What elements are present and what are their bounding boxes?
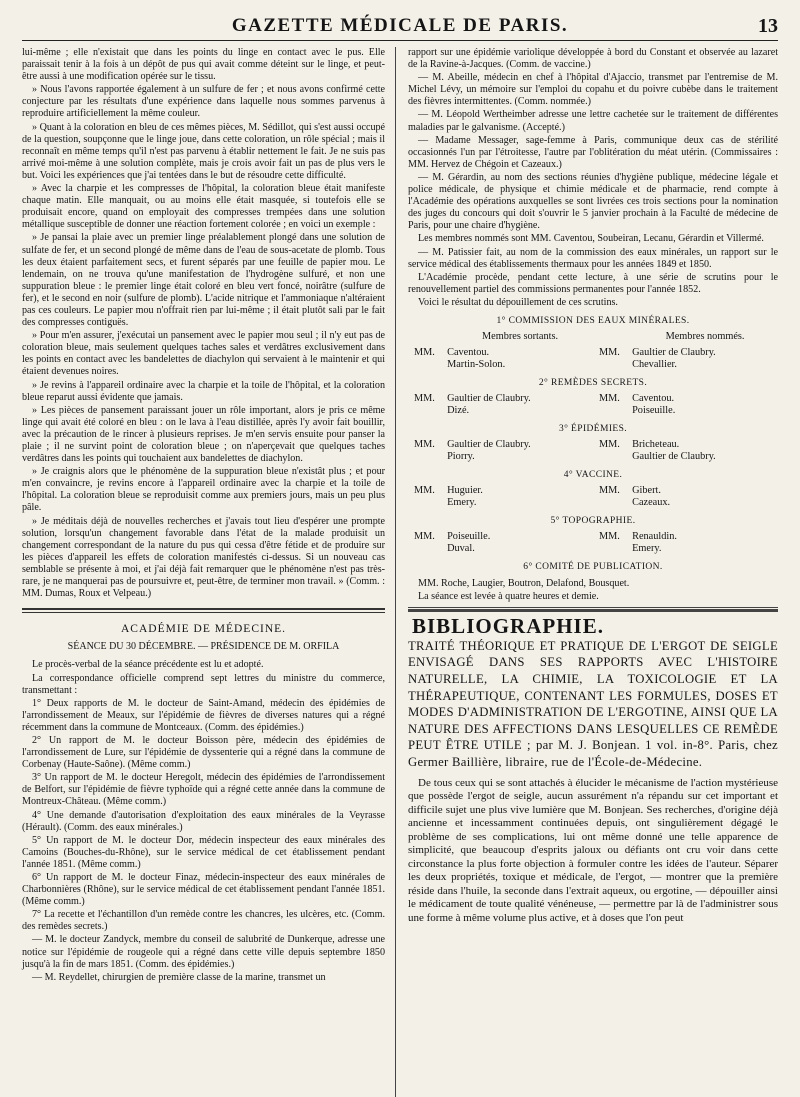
commission-members: [408, 531, 778, 555]
bibliography-text: De tous ceux qui se sont attachés à élucider le mécanisme de l'action mystérieuse que possède l'ergot de seigle, aucun assurément n'a répandu sur cet important et difficile sujet une plus vive lumière que M. Bonjean. Ses recherches, d'origine déjà ancienne et incessamment continuées depuis, ont singulièrement dégagé le problème de ses complications, lui ont même donné une telle apparence de simplicité, que beaucoup d'esprits jaloux ou défiants ont cru voir dans cette circonstance la plus forte objection à formuler contre les idées de l'auteur. Séparer les deux propriétés, toxique et médicale, de l'ergot, — montrer que la première réside dans l'huile, la seconde dans l'extrait aqueux, ou ergotine, — dépouiller ainsi le médicament de toute qualité vénéneuse, — permettre par là de l'administrer sous une forme à même volume plus active, et à doses que l'on peut: [408, 776, 778, 924]
bibliography-entry: TRAITÉ THÉORIQUE ET PRATIQUE DE L'ERGOT DE SEIGLE ENVISAGÉ DANS SES RAPPORTS AVEC L'HISTOIRE NATURELLE, LA CHIMIE, LA TOXICOLOGIE ET LA THÉRAPEUTIQUE, CONTENANT LES FORMULES, DOSES ET MODES D'ADMINISTRATION DE L'ERGOTINE, AINSI QUE LA NATURE DES AFFECTIONS DANS LESQUELLES CE REMÈDE PEUT ÊTRE UTILE ; par M. J. Bonjean. 1 vol. in-8°. Paris, chez Germer Baillière, libraire, rue de l'École-de-Médecine.: [408, 638, 778, 769]
section-divider: [408, 607, 778, 612]
member-name: Caventou.: [447, 347, 490, 359]
mm-label: MM.: [414, 393, 435, 405]
paragraph: » Nous l'avons rapportée également à un sulfure de fer ; et nous avons confirmé cette conjecture par les résultats d'une expérience dans laquelle nous sommes parvenus à reproduire artificiellement la même couleur.: [22, 84, 386, 120]
member-name: Dizé.: [447, 405, 470, 417]
mm-label: MM.: [599, 393, 620, 405]
paragraph: — M. Gérardin, au nom des sections réunies d'hygiène publique, médecine légale et police médicale, de physique et chimie médicale et de pharmacie, rend compte à l'Académie des opérations auxquelles se sont livrées ces trois sections pour la nomination des juges du concours qui doit s'ouvrir le 5 janvier prochain à la Faculté de médecine de Paris, pour une chaire d'hygiène.: [408, 171, 778, 232]
right-column: [400, 47, 778, 1097]
closing-line: La séance est levée à quatre heures et demie.: [418, 590, 599, 602]
paragraph: L'Académie procède, pendant cette lecture, à une série de scrutins pour le renouvellement partiel des commissions permanentes pour l'année 1852.: [408, 271, 778, 295]
member-name: Gaultier de Claubry.: [632, 347, 716, 359]
section-divider: [22, 608, 385, 613]
paragraph: 2° Un rapport de M. le docteur Boisson père, médecin des épidémies de l'arrondissement de Lure, sur l'épidémie de dyssenterie qui a régné dans la commune de Corbenay (Haute-Saône). (Même comm.): [22, 734, 386, 771]
commission-members: [408, 439, 778, 463]
paragraph: 1° Deux rapports de M. le docteur de Saint-Amand, médecin des épidémies de l'arrondissement de Meaux, sur l'épidémie de fièvres de diverses natures qui a régné récemment dans la commune de Montceaux. (Comm. des épidémies.): [22, 697, 386, 733]
member-name: Gaultier de Claubry.: [447, 439, 531, 451]
commission-title: 1° COMMISSION DES EAUX MINÉRALES.: [496, 315, 690, 326]
paragraph: » Pour m'en assurer, j'exécutai un pansement avec le papier mou seul ; il n'y eut pas de coloration bleue, mais seulement quelques taches sales et verdâtres exclusivement dans les points en contact avec les bandelettes de diachylon qui servaient à le maintenir et qui étaient devenues noires.: [22, 330, 386, 378]
seance-heading: SÉANCE DU 30 DÉCEMBRE. — PRÉSIDENCE DE M. ORFILA: [67, 641, 340, 653]
member-name: Caventou.: [632, 393, 675, 405]
commission-members: [408, 347, 778, 371]
paragraph: 3° Un rapport de M. le docteur Heregolt, médecin des épidémies de l'arrondissement de Belfort, sur l'épidémie de fièvre typhoïde qui a régné cette année dans la commune de Montreux-Château. (Même comm.): [22, 772, 386, 808]
paragraph: lui-même ; elle n'existait que dans les points du linge en contact avec le pus. Elle paraissait tenir à la fois à un dépôt de pus qui avait comme déteint sur le linge, et peut-être aussi à une modification opérée sur le tissu.: [22, 47, 386, 83]
paragraph: » Quant à la coloration en bleu de ces mêmes pièces, M. Sédillot, qui s'est aussi occupé de la question, soupçonne que le linge joue, dans cette coloration, un rôle spécial ; mais il reconnaît en même temps qu'il n'est pas parvenu à établir nettement le fait. Je ne suis pas arrivé moi-même à une solution complète, mais je crois avoir fait un pas de plus vers le but. Voici les expériences que j'ai tentées dans le but de résoudre cette difficulté.: [22, 121, 386, 181]
paragraph: » Je méditais déjà de nouvelles recherches et j'avais tout lieu d'espérer une prompte solution, lorsqu'un changement favorable dans l'état de la malade produisit un changement correspondant de la nature du pus qui cessa d'être fétide et de produire sur les pièces d'appareil les effets de coloration manifestés ci-dessus. Si un nouveau cas semblable se présente à moi, et j'ai déjà fait remarquer que le phénomène n'est pas très-rare, je ne manquerai pas de poursuivre et, peut-être, de terminer mon travail. » (Comm. : MM. Dumas, Roux et Velpeau.): [22, 515, 386, 600]
paragraph: — M. Abeille, médecin en chef à l'hôpital d'Ajaccio, transmet par l'entremise de M. Michel Lévy, un mémoire sur l'emploi du copahu et du poivre cubèbe dans le traitement des fièvres intermittentes. (Comm. nommée.): [408, 72, 778, 108]
member-name: Gaultier de Claubry.: [447, 393, 531, 405]
paragraph: Les membres nommés sont MM. Caventou, Soubeiran, Lecanu, Gérardin et Villermé.: [418, 233, 764, 245]
member-name: Emery.: [632, 543, 662, 555]
commission-title: 4° VACCINE.: [563, 470, 623, 481]
member-name: Emery.: [447, 497, 477, 509]
mm-label: MM.: [414, 347, 435, 359]
commission-members: [408, 393, 778, 417]
paragraph: — M. Reydellet, chirurgien de première classe de la marine, transmet un: [32, 971, 326, 983]
paragraph: 7° La recette et l'échantillon d'un remède contre les chancres, les ulcères, etc. (Comm. des remèdes secrets.): [22, 909, 386, 933]
paragraph: » Les pièces de pansement paraissant jouer un rôle important, alors je pris ce même linge qui avait été coloré en bleu : on le lava à l'eau distillée, après l'y avoir fait bouillir, avec la précaution de le rincer à plusieurs reprises. Je m'en servis ensuite pour panser la plaie ; il ne survint point de coloration bleue ; on n'aperçevait que quelques taches verdâtres dans les points qui touchaient aux bandelettes de diachylon.: [22, 404, 386, 465]
mm-label: MM.: [599, 347, 620, 359]
paragraph: 6° Un rapport de M. le docteur Finaz, médecin-inspecteur des eaux minérales de Charbonnières (Rhône), sur le service médical de cet établissement pendant l'année 1851. (Même comm.): [22, 872, 386, 908]
commission-title: 3° ÉPIDÉMIES.: [558, 424, 628, 435]
member-name: Chevallier.: [632, 359, 677, 371]
paragraph: — M. le docteur Zandyck, membre du conseil de salubrité de Dunkerque, adresse une notice sur l'épidémie de rougeole qui a régné dans cette ville depuis septembre 1850 jusqu'à la fin de mars 1851. (Comm. des épidémies.): [22, 934, 386, 970]
paragraph: — M. Patissier fait, au nom de la commission des eaux minérales, un rapport sur le service médical des établissements thermaux pour les années 1849 et 1850.: [408, 246, 778, 270]
member-name: Cazeaux.: [632, 497, 671, 509]
member-name: Poiseuille.: [447, 531, 491, 543]
paragraph: Voici le résultat du dépouillement de ces scrutins.: [418, 296, 618, 308]
member-name: Huguier.: [447, 485, 483, 497]
page-number: 13: [758, 15, 778, 37]
paragraph: La correspondance officielle comprend sept lettres du ministre du commerce, transmettant :: [22, 672, 386, 696]
commission-members: [408, 331, 778, 343]
commission-title: 2° REMÈDES SECRETS.: [538, 378, 648, 389]
member-name: Renauldin.: [632, 531, 677, 543]
paragraph: — M. Léopold Wertheimber adresse une lettre cachetée sur le traitement de différentes maladies par le galvanisme. (Accepté.): [408, 109, 778, 133]
member-name: Poiseuille.: [632, 405, 676, 417]
publication-members: MM. Roche, Laugier, Boutron, Delafond, Bousquet.: [418, 577, 630, 589]
member-name: Bricheteau.: [632, 439, 680, 451]
mm-label: MM.: [599, 485, 620, 497]
member-name: Piorry.: [447, 451, 475, 463]
member-name: Gaultier de Claubry.: [632, 451, 716, 463]
left-column: [22, 47, 391, 1097]
paragraph: Le procès-verbal de la séance précédente est lu et adopté.: [32, 659, 264, 671]
member-name: Duval.: [447, 543, 475, 555]
paragraph: » Je craignis alors que le phénomène de la suppuration bleue n'existât plus ; et pour m'en convaincre, je revins encore à l'appareil ordinaire avec la charpie et la toile de l'hôpital. La coloration bleue se reproduisit comme aux premiers jours, mais un peu plus pâle.: [22, 466, 386, 514]
page-header: [22, 14, 778, 41]
paragraph: 4° Une demande d'autorisation d'exploitation des eaux minérales de la Veyrasse (Hérault). (Comm. des eaux minérales.): [22, 809, 386, 833]
page-title: GAZETTE MÉDICALE DE PARIS.: [231, 15, 569, 36]
members-named-header: Membres nommés.: [665, 331, 745, 343]
members-leaving-header: Membres sortants.: [482, 331, 559, 343]
paragraph: » Je pansai la plaie avec un premier linge préalablement plongé dans une solution de sulfate de fer, et un second plongé de même dans de l'eau de sous-acetate de plomb. Tous les deux étaient parfaitement secs, et furent séparés par une feuille de papier mou. Le lendemain, on ne trouva qu'une manifestation de l'hydrogène sulfuré, et non une suppuration bleue : le premier linge était coloré en bleu vert foncé, noirâtre (sulfure de fer), et le second en noir (sulfure de plomb). L'acide nitrique et l'ammoniaque n'altéraient pas ces couleurs. Le papier mou n'offrait rien par lui-même ; il était plutôt sali par le fait des compresses contiguës.: [22, 232, 386, 329]
mm-label: MM.: [414, 485, 435, 497]
mm-label: MM.: [414, 531, 435, 543]
paragraph: rapport sur une épidémie variolique développée à bord du Constant et observée au lazaret de la Ravine-à-Jacques. (Comm. de vaccine.): [408, 47, 778, 71]
bibliography-title: BIBLIOGRAPHIE.: [412, 613, 604, 638]
publication-title: 6° COMITÉ DE PUBLICATION.: [523, 562, 663, 573]
paragraph: » Avec la charpie et les compresses de l'hôpital, la coloration bleue était manifeste chaque matin. Elle manquait, ou au moins elle était masquée, si toutefois elle se produisait encore, quand on employait des compresses trempées dans une solution métallique susceptible de donner une réaction fortement colorée ; en voici un exemple :: [22, 183, 386, 231]
mm-label: MM.: [414, 439, 435, 451]
academie-title: ACADÉMIE DE MÉDECINE.: [120, 623, 287, 636]
commission-members: [408, 485, 778, 509]
mm-label: MM.: [599, 531, 620, 543]
mm-label: MM.: [599, 439, 620, 451]
columns: [22, 47, 778, 1097]
member-name: Martin-Solon.: [447, 359, 506, 371]
paragraph: — Madame Messager, sage-femme à Paris, communique deux cas de stérilité occasionnés l'un par l'étroitesse, l'autre par l'oblitération du méat utérin. (Commissaires : MM. Hervez de Chégoin et Cazeaux.): [408, 134, 778, 170]
paragraph: » Je revins à l'appareil ordinaire avec la charpie et la toile de l'hôpital, et la coloration bleue reparut aussi évidente que jamais.: [22, 379, 386, 403]
column-divider: [395, 47, 396, 1097]
commission-title: 5° TOPOGRAPHIE.: [550, 516, 636, 527]
paragraph: 5° Un rapport de M. le docteur Dor, médecin inspecteur des eaux minérales des Camoins (Bouches-du-Rhône), sur le service médical de cet établissement pendant l'année 1851. (Même comm.): [22, 834, 386, 870]
member-name: Gibert.: [632, 485, 661, 497]
